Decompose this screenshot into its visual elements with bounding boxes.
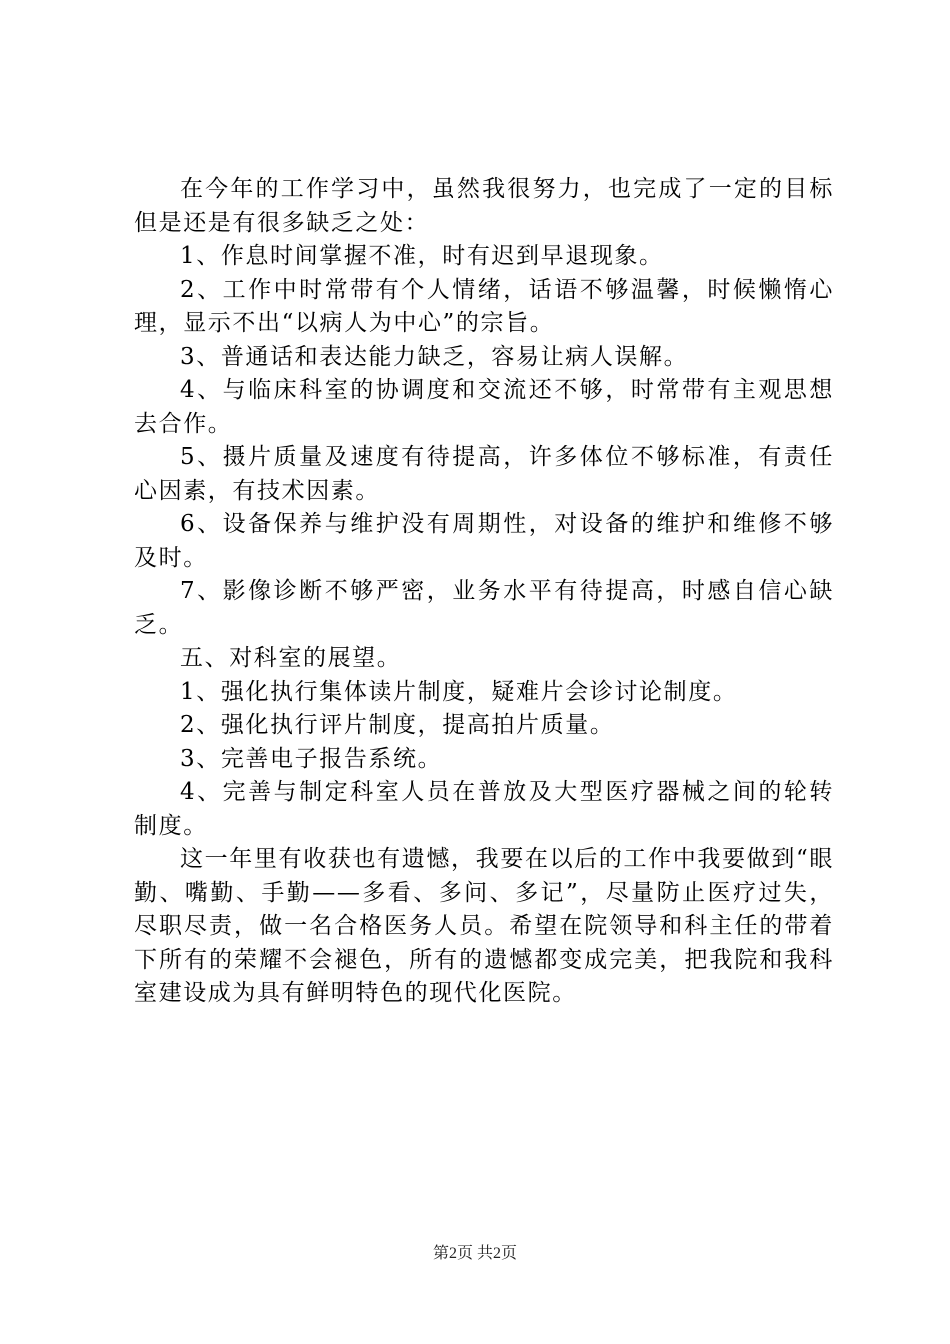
paragraph-outlook-2: 2、强化执行评片制度，提高拍片质量。 [180, 712, 615, 738]
paragraph-outlook-3: 3、完善电子报告系统。 [180, 745, 443, 772]
document-body [134, 173, 834, 1011]
paragraph-conclusion: 这一年里有收获也有遗憾，我要在以后的工作中我要做到“眼勤、嘴勤、手勤——多看、多问、多记”，尽量防止医疗过失，尽职尽责，做一名合格医务人员。希望在院领导和科主任的带着下所有的荣耀不会褪色，所有的遗憾都变成完美，把我院和我科室建设成为具有鲜明特色的现代化医院。 [134, 846, 834, 1006]
paragraph-intro: 在今年的工作学习中，虽然我很努力，也完成了一定的目标但是还是有很多缺乏之处： [134, 176, 834, 236]
paragraph-shortcoming-4: 4、与临床科室的协调度和交流还不够，时常带有主观思想去合作。 [134, 377, 834, 437]
paragraph-shortcoming-3: 3、普通话和表达能力缺乏，容易让病人误解。 [180, 343, 689, 370]
paragraph-shortcoming-2: 2、工作中时常带有个人情绪，话语不够温馨，时候懒惰心理，显示不出“以病人为中心”的宗旨。 [134, 276, 834, 336]
paragraph-shortcoming-5: 5、摄片质量及速度有待提高，许多体位不够标准，有责任心因素，有技术因素。 [134, 444, 834, 504]
paragraph-shortcoming-1: 1、作息时间掌握不准，时有迟到早退现象。 [180, 243, 664, 269]
section-heading-outlook: 五、对科室的展望。 [180, 645, 402, 671]
paragraph-outlook-1: 1、强化执行集体读片制度，疑难片会诊讨论制度。 [180, 678, 738, 705]
paragraph-shortcoming-7: 7、影像诊断不够严密，业务水平有待提高，时感自信心缺乏。 [134, 578, 834, 638]
page-footer: 第2页 共2页 [432, 1245, 517, 1262]
paragraph-shortcoming-6: 6、设备保养与维护没有周期性，对设备的维护和维修不够及时。 [134, 511, 834, 571]
paragraph-outlook-4: 4、完善与制定科室人员在普放及大型医疗器械之间的轮转制度。 [134, 779, 834, 839]
